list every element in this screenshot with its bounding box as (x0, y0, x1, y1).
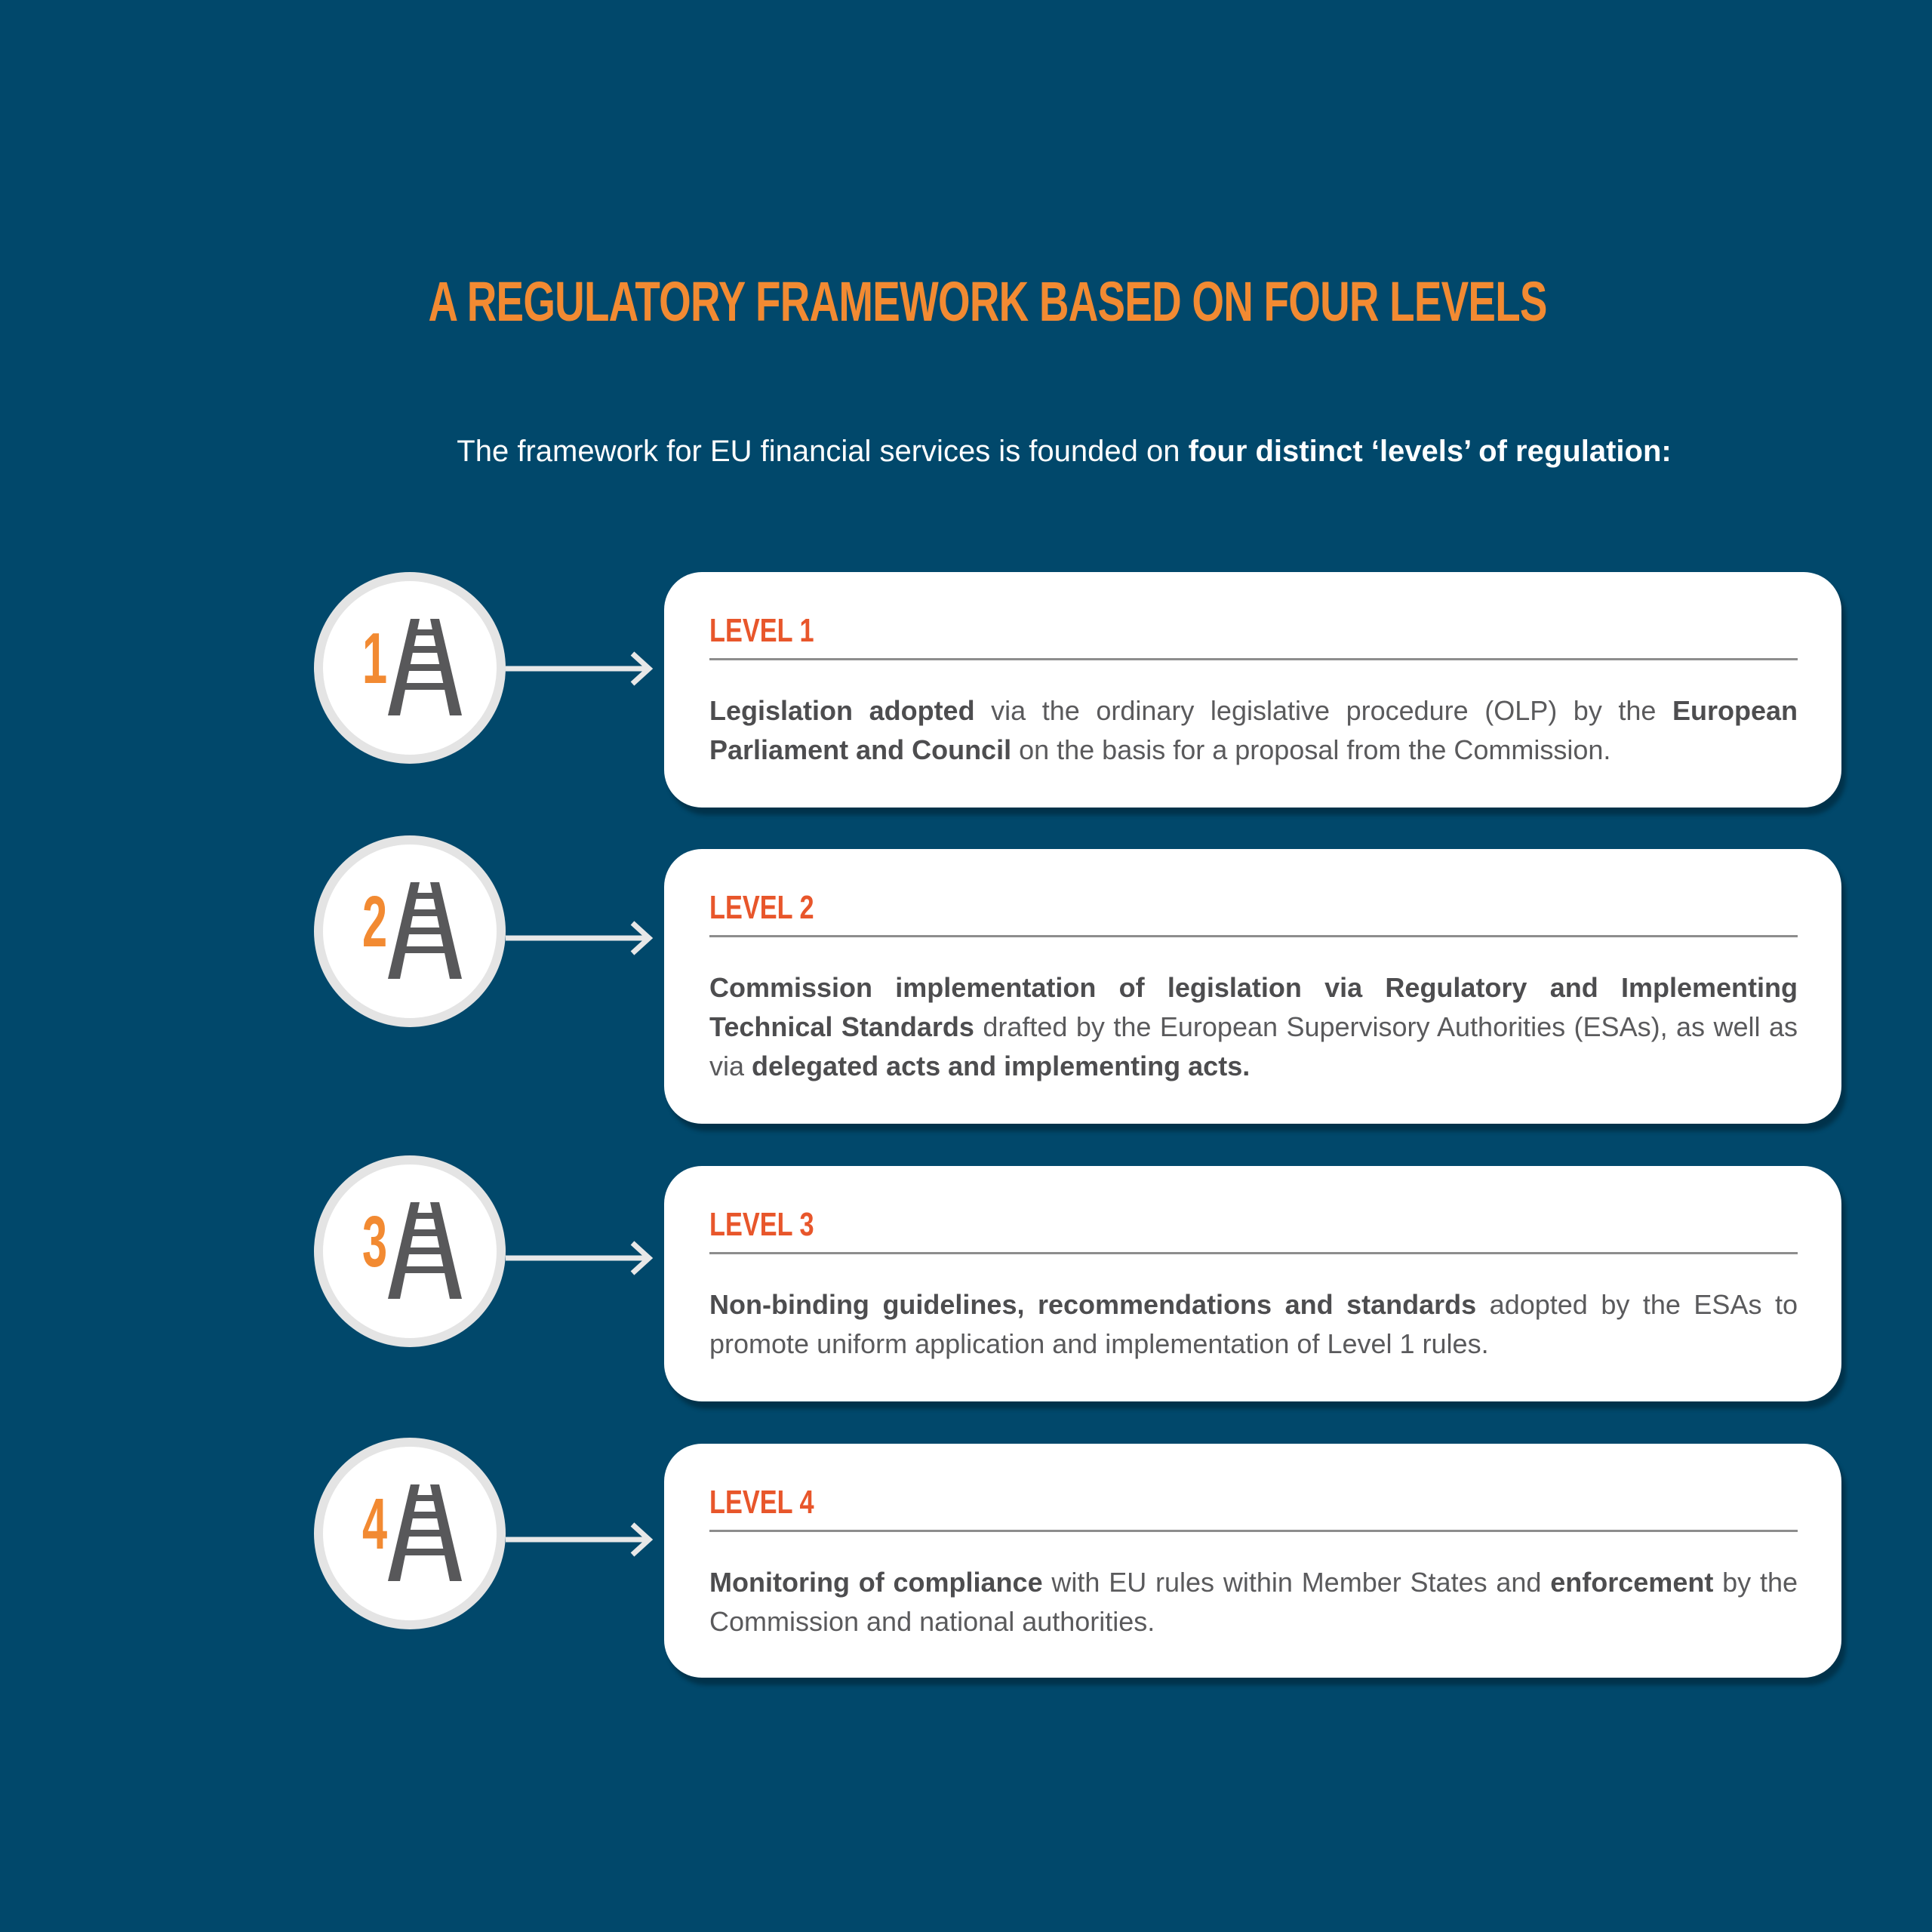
badge-inner (323, 581, 497, 755)
desc-bold: delegated acts and implementing acts. (752, 1051, 1251, 1081)
level-description (709, 1563, 1798, 1641)
level-heading: LEVEL 2 (709, 889, 814, 926)
desc-text: adopted by the ESAs to promote uniform application and implementation of Level 1 rules. (709, 1289, 1798, 1359)
ladder-icon (383, 619, 466, 717)
level-badge (314, 1155, 506, 1347)
page-title-text: A REGULATORY FRAMEWORK BASED ON FOUR LEVELS (428, 270, 1547, 333)
level-card (664, 572, 1841, 808)
desc-text: drafted by the European Supervisory Authorities (ESAs), as well as via (709, 1011, 1798, 1081)
badge-number: 3 (362, 1201, 388, 1282)
intro-text (0, 429, 1932, 474)
level-badge (314, 1438, 506, 1629)
desc-bold: European Parliament and Council (709, 695, 1798, 765)
desc-bold: enforcement (1550, 1567, 1714, 1598)
desc-text: with EU rules within Member States and (1042, 1567, 1551, 1598)
card-divider (709, 935, 1798, 937)
badge-inner (323, 844, 497, 1018)
desc-bold: Legislation adopted (709, 695, 975, 726)
level-heading: LEVEL 3 (709, 1206, 814, 1243)
desc-text: via the ordinary legislative procedure (OLP) by the (974, 695, 1672, 726)
level-badge (314, 572, 506, 764)
badge-number: 1 (362, 618, 388, 699)
level-heading: LEVEL 4 (709, 1484, 814, 1521)
level-description (709, 691, 1798, 770)
level-card (664, 849, 1841, 1124)
intro-inner (457, 429, 1671, 474)
ladder-icon (383, 1202, 466, 1300)
level-card (664, 1444, 1841, 1678)
desc-bold: Monitoring of compliance (709, 1567, 1043, 1598)
arrow-icon (504, 1235, 663, 1281)
level-badge (314, 835, 506, 1027)
badge-number: 4 (362, 1484, 388, 1564)
page-title (272, 264, 1702, 340)
level-heading: LEVEL 1 (709, 612, 814, 649)
card-divider (709, 1252, 1798, 1254)
arrow-icon (504, 915, 663, 961)
badge-inner (323, 1447, 497, 1620)
desc-text: on the basis for a proposal from the Commission. (1011, 734, 1611, 765)
badge-inner (323, 1164, 497, 1338)
card-divider (709, 1530, 1798, 1532)
level-card (664, 1166, 1841, 1401)
arrow-icon (504, 646, 663, 691)
ladder-icon (383, 1484, 466, 1583)
card-divider (709, 658, 1798, 660)
intro-plain: The framework for EU financial services is founded on (457, 435, 1189, 468)
desc-text: by the Commission and national authorities. (709, 1567, 1798, 1637)
ladder-icon (383, 882, 466, 980)
intro-bold: four distinct ‘levels’ of regulation: (1188, 435, 1672, 468)
level-description (709, 1285, 1798, 1364)
level-description (709, 968, 1798, 1086)
desc-bold: Non-binding guidelines, recommendations and standards (709, 1289, 1477, 1320)
badge-number: 2 (362, 881, 388, 962)
desc-bold: Commission implementation of legislation via Regulatory and Implementing Technical Standards (709, 972, 1798, 1042)
arrow-icon (504, 1517, 663, 1562)
